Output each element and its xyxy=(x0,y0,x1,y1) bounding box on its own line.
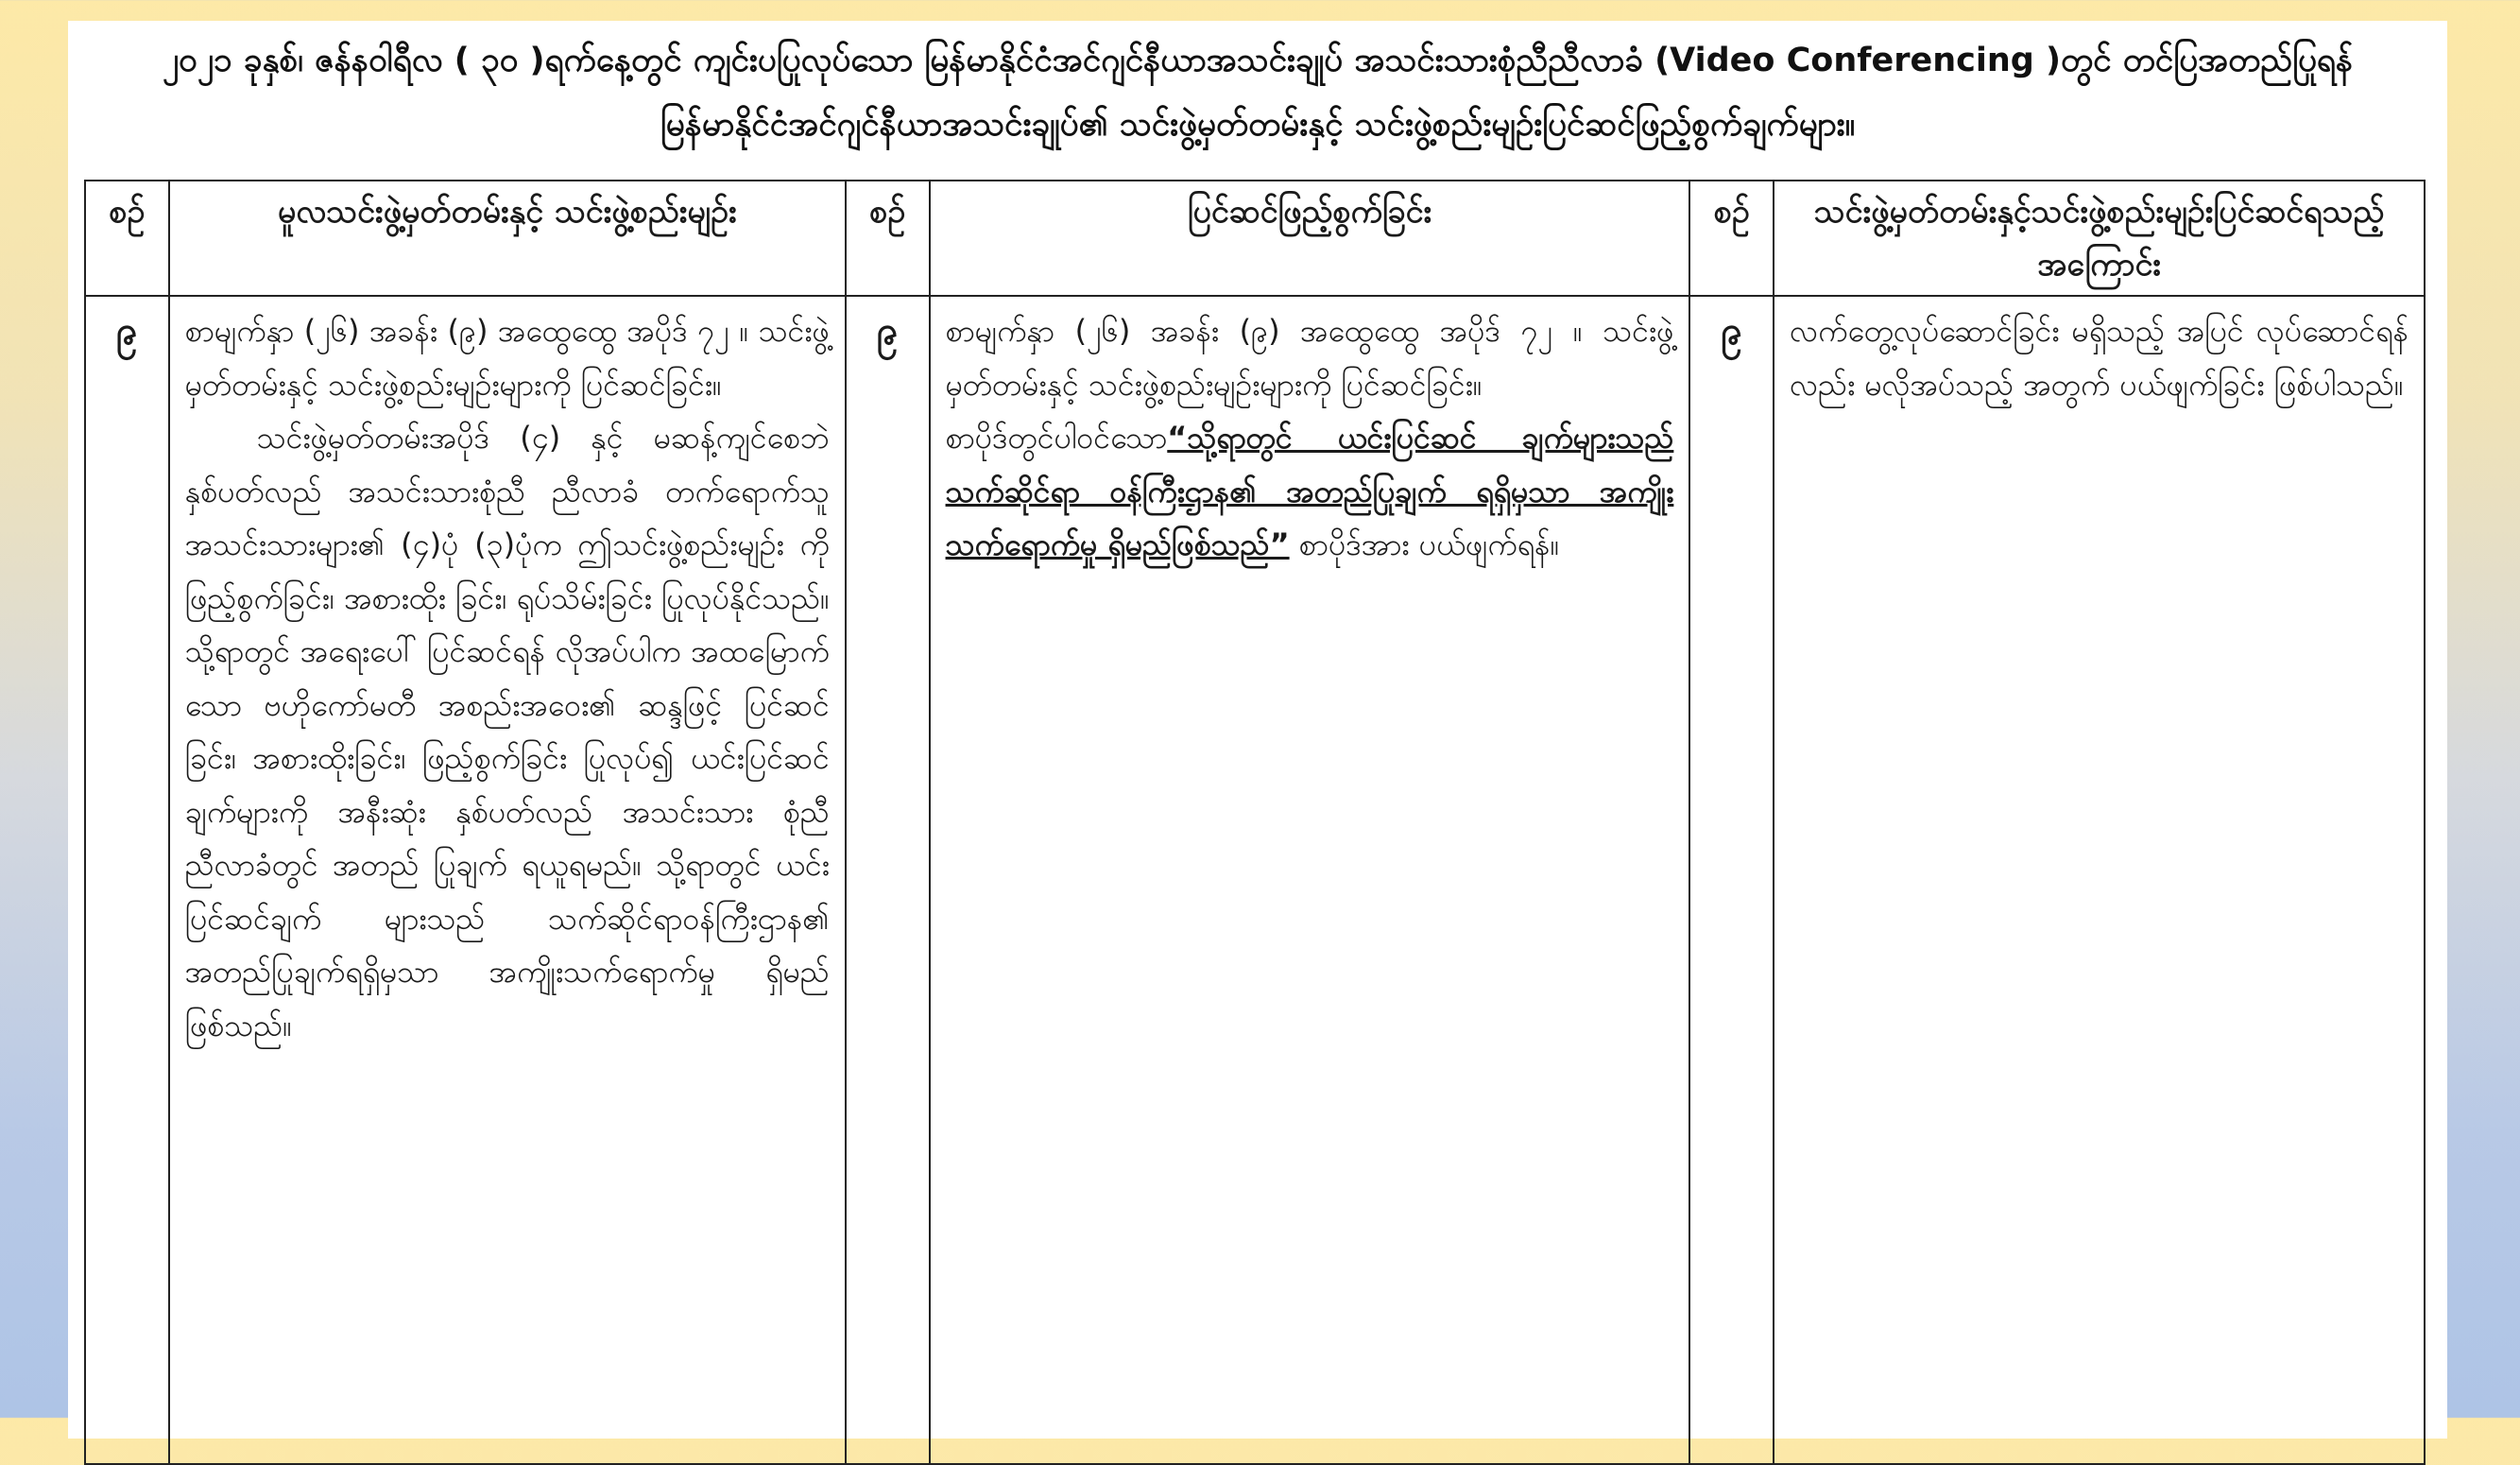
header-original-text: မူလသင်းဖွဲ့မှတ်တမ်းနှင့် သင်းဖွဲ့စည်းမျဉ်း xyxy=(169,181,846,296)
original-text-cell xyxy=(169,296,846,1464)
reason-paragraph: လက်တွေ့လုပ်ဆောင်ခြင်း မရှိသည့် အပြင် လုပ်ဆောင်ရန် လည်း မလိုအပ်သည့် အတွက် ပယ်ဖျက်ခြင်း ဖြစ်ပါသည်။ xyxy=(1790,313,2409,403)
document-title xyxy=(125,28,2391,157)
table-header-row xyxy=(85,181,2425,296)
header-serial-2: စဉ် xyxy=(846,181,930,296)
revision-paragraph-1: စာမျက်နှာ (၂၆) အခန်း (၉) အထွေထွေ အပိုဒ် ၇၂ ။ သင်းဖွဲ့မှတ်တမ်းနှင့် သင်းဖွဲ့စည်းမျဉ်းများကို ပြင်ဆင်ခြင်း။ xyxy=(945,313,1674,403)
title-line-2: မြန်မာနိုင်ငံအင်ဂျင်နီယာအသင်းချုပ်၏ သင်းဖွဲ့မှတ်တမ်းနှင့် သင်းဖွဲ့စည်းမျဉ်းပြင်ဆင်ဖြည့်စွက်ချက်များ။ xyxy=(660,106,1856,144)
serial-number-2: ၉ xyxy=(846,296,930,1464)
header-serial-3: စဉ် xyxy=(1689,181,1774,296)
amendment-table xyxy=(84,180,2426,1465)
revision-suffix: စာပိုဒ်အား ပယ်ဖျက်ရန်။ xyxy=(1298,526,1560,562)
original-paragraph-1: စာမျက်နှာ (၂၆) အခန်း (၉) အထွေထွေ အပိုဒ် ၇၂ ။ သင်းဖွဲ့မှတ်တမ်းနှင့် သင်းဖွဲ့စည်းမျဉ်းများကို ပြင်ဆင်ခြင်း။ xyxy=(184,313,830,403)
table-row xyxy=(85,296,2425,1464)
reason-cell xyxy=(1774,296,2425,1464)
serial-number-1: ၉ xyxy=(85,296,169,1464)
revision-cell xyxy=(930,296,1690,1464)
header-revision: ပြင်ဆင်ဖြည့်စွက်ခြင်း xyxy=(930,181,1690,296)
document-page xyxy=(68,21,2447,1439)
serial-number-3: ၉ xyxy=(1689,296,1774,1464)
title-line-1: ၂၀၂၁ ခုနှစ်၊ ဇန်နဝါရီလ ( ၃၀ )ရက်နေ့တွင် ကျင်းပပြုလုပ်သော မြန်မာနိုင်ငံအင်ဂျင်နီယာအသင်းချုပ် အသင်းသားစုံညီညီလာခံ (Video Conferencing )တွင် တင်ပြအတည်ပြုရန် xyxy=(162,42,2354,79)
revision-paragraph-2 xyxy=(946,411,1674,572)
revision-quoted-clause: “သို့ရာတွင် ယင်းပြင်ဆင် ချက်များသည် သက်ဆိုင်ရာ ဝန်ကြီးဌာန၏ အတည်ပြုချက် ရရှိမှသာ အကျိုးသက်ရောက်မှု ရှိမည်ဖြစ်သည်” xyxy=(945,420,1674,562)
header-serial-1: စဉ် xyxy=(85,181,169,296)
revision-prefix: စာပိုဒ်တွင်ပါဝင်သော xyxy=(945,420,1168,456)
header-reason: သင်းဖွဲ့မှတ်တမ်းနှင့်သင်းဖွဲ့စည်းမျဉ်းပြင်ဆင်ရသည့် အကြောင်း xyxy=(1774,181,2425,296)
original-paragraph-2: သင်းဖွဲ့မှတ်တမ်းအပိုဒ် (၄) နှင့် မဆန့်ကျင်စေဘဲ နှစ်ပတ်လည် အသင်းသားစုံညီ ညီလာခံ တက်ရောက်သူ အသင်းသားများ၏ (၄)ပုံ (၃)ပုံက ဤသင်းဖွဲ့စည်းမျဉ်း ကိုဖြည့်စွက်ခြင်း၊ အစားထိုး ခြင်း၊ ရုပ်သိမ်းခြင်း ပြုလုပ်နိုင်သည်။ သို့ရာတွင် အရေးပေါ် ပြင်ဆင်ရန် လိုအပ်ပါက အထမြောက် သော ဗဟိုကော်မတီ အစည်းအဝေး၏ ဆန္ဒဖြင့် ပြင်ဆင်ခြင်း၊ အစားထိုးခြင်း၊ ဖြည့်စွက်ခြင်း ပြုလုပ်၍ ယင်းပြင်ဆင်ချက်များကို အနီးဆုံး နှစ်ပတ်လည် အသင်းသား စုံညီ ညီလာခံတွင် အတည် ပြုချက် ရယူရမည်။ သို့ရာတွင် ယင်း ပြင်ဆင်ချက် များသည် သက်ဆိုင်ရာဝန်ကြီးဌာန၏ အတည်ပြုချက်ရရှိမှသာ အကျိုးသက်ရောက်မှု ရှိမည်ဖြစ်သည်။ xyxy=(184,420,830,1043)
